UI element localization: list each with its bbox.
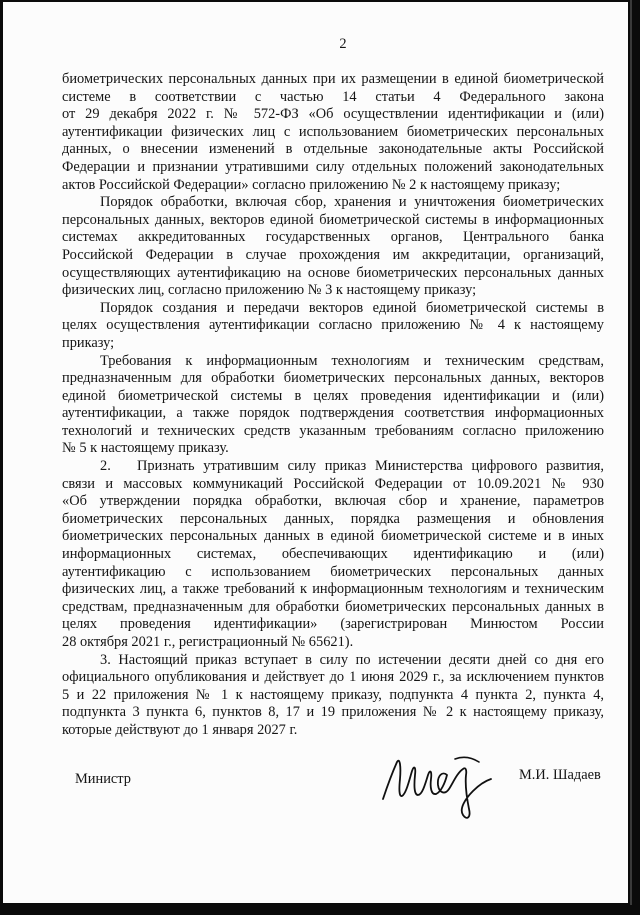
- text-line: системах аккредитованных государственных органов, Центрального банка: [62, 229, 604, 246]
- text-line: целях проведения идентификации» (зарегистрирован Минюстом России: [62, 616, 604, 633]
- text-line: 3. Настоящий приказ вступает в силу по истечении десяти дней со дня его: [100, 651, 604, 668]
- signatory-name: М.И. Шадаев: [519, 767, 601, 783]
- text-line: 5 и 22 приложения № 1 к настоящему приказу, подпункта 4 пункта 2, пункта 4,: [62, 686, 604, 703]
- text-line: целях осуществления аутентификации согласно приложению № 4 к настоящему: [62, 317, 604, 334]
- scan-edge: [630, 0, 632, 905]
- text-line: средствам, предназначенным для обработки биометрических персональных данных в: [62, 598, 604, 615]
- text-line: системе в соответствии с частью 14 статьи 4 Федерального закона: [62, 88, 604, 105]
- document-body: [62, 71, 604, 740]
- text-line: которые действуют до 1 января 2027 г.: [62, 721, 298, 738]
- text-line: информационных системах, обеспечивающих идентификацию и (или): [62, 546, 604, 563]
- text-line: персональных данных, векторов единой биометрической системы в информационных: [62, 211, 604, 228]
- text-line: Порядок создания и передачи векторов единой биометрической системы в: [100, 299, 604, 316]
- text-line: биометрических персональных данных при их размещении в единой биометрической: [62, 71, 604, 87]
- text-line: Федерации и признании утратившими силу отдельных положений законодательных: [62, 158, 604, 175]
- text-line: технологий и технических средств указанным требованиям согласно приложению: [62, 422, 604, 439]
- paragraph: [62, 300, 604, 353]
- paragraph: [62, 194, 604, 300]
- paragraph: [62, 353, 604, 459]
- text-line: № 5 к настоящему приказу.: [62, 440, 229, 457]
- text-line: предназначенным для обработки биометрических персональных данных, векторов: [62, 370, 604, 387]
- text-line: официального опубликования и действует до 1 июня 2029 г., за исключением пунктов: [62, 669, 604, 686]
- signatory-position: Министр: [75, 771, 131, 787]
- text-line: [100, 458, 604, 476]
- text-line: биометрических персональных данных в единой биометрической системе и в иных: [62, 528, 604, 545]
- text-line: «Об утверждении порядка обработки, включая сбор и хранение, параметров: [62, 493, 604, 510]
- text-line: актов Российской Федерации» согласно приложению № 2 к настоящему приказу;: [62, 176, 561, 193]
- text-line: подпункта 3 пункта 6, пунктов 8, 17 и 19 приложения № 2 к настоящему приказу,: [62, 704, 604, 721]
- text-line: физических лиц, согласно приложению № 3 к настоящему приказу;: [62, 282, 477, 299]
- text-line: от 29 декабря 2022 г. № 572-ФЗ «Об осуществлении идентификации и (или): [62, 106, 604, 123]
- text-line: 28 октября 2021 г., регистрационный № 65621).: [62, 634, 354, 650]
- text-line: Требования к информационным технологиям и техническим средствам,: [100, 352, 604, 369]
- text-line: приказу;: [62, 334, 115, 351]
- text-line: аутентификации, а также порядок подтверждения соответствия информационных: [62, 405, 604, 422]
- text-line: единой биометрической системы в целях проведения идентификации и (или): [62, 387, 604, 404]
- text-line: Порядок обработки, включая сбор, хранения и уничтожения биометрических: [100, 194, 604, 211]
- text-line: осуществляющих аутентификацию на основе биометрических персональных данных: [62, 264, 604, 281]
- text-line: физических лиц, а также требований к информационным технологиям и техническим: [62, 581, 604, 598]
- text-line: биометрических персональных данных, порядка размещения и обновления: [62, 510, 604, 527]
- paragraph: [62, 652, 604, 740]
- text-line: связи и массовых коммуникаций Российской Федерации от 10.09.2021 № 930: [62, 475, 604, 492]
- page-number: 2: [339, 36, 347, 52]
- handwritten-signature: [375, 745, 500, 820]
- text-line: аутентификацию с использованием биометрических персональных данных: [62, 563, 604, 580]
- text-line-content: Признать утратившим силу приказ Министерства цифрового развития,: [137, 458, 604, 475]
- item-number: 2.: [100, 458, 111, 475]
- text-line: Российской Федерации в случае прохождения им аккредитации, организаций,: [62, 246, 604, 263]
- paragraph: [62, 458, 604, 652]
- text-line: аутентификации физических лиц с использованием биометрических персональных: [62, 123, 604, 140]
- text-line: данных, о внесении изменений в отдельные законодательные акты Российской: [62, 141, 604, 158]
- paragraph: [62, 71, 604, 194]
